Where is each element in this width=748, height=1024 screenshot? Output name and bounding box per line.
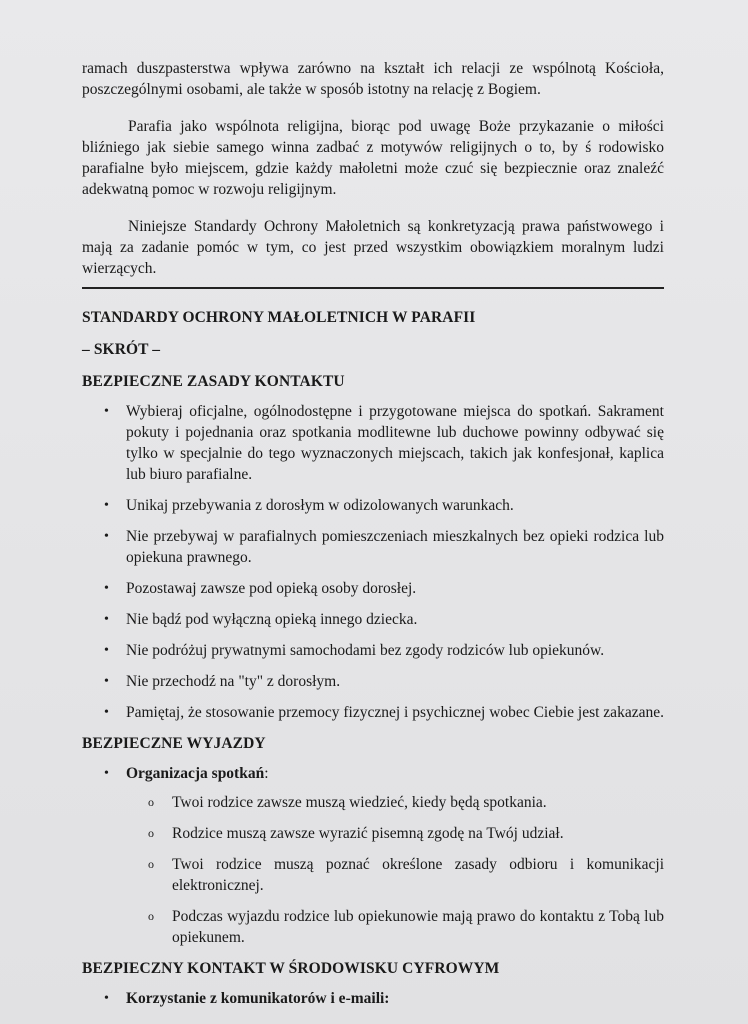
sub-list-item — [126, 854, 664, 896]
circle-bullet-icon: o — [148, 909, 154, 923]
list-item-label: Organizacja spotkań — [126, 765, 265, 782]
bullet-icon: • — [104, 404, 109, 419]
document-title: STANDARDY OCHRONY MAŁOLETNICH W PARAFII — [82, 309, 476, 326]
list-item — [82, 640, 664, 661]
section-heading-digital-contact: BEZPIECZNY KONTAKT W ŚRODOWISKU CYFROWYM — [82, 960, 500, 977]
list-item — [82, 671, 664, 692]
bullet-icon: • — [104, 612, 109, 627]
safe-trips-list — [82, 763, 664, 948]
sub-list-item-text: Twoi rodzice zawsze muszą wiedzieć, kiedy będą spotkania. — [172, 794, 547, 811]
circle-bullet-icon: o — [148, 826, 154, 840]
bullet-icon: • — [104, 643, 109, 658]
bullet-icon: • — [104, 766, 109, 781]
intro-paragraph-continued: ramach duszpasterstwa wpływa zarówno na kształt ich relacji ze wspólnotą Kościoła, poszczególnymi osobami, ale także w sposób istotny na relację z Bogiem. — [82, 60, 664, 98]
sub-list-item — [126, 906, 664, 948]
list-item-label-suffix: : — [264, 765, 269, 782]
section-heading-safe-contact: BEZPIECZNE ZASADY KONTAKTU — [82, 373, 345, 390]
sub-list-item-text: Twoi rodzice muszą poznać określone zasady odbioru i komunikacji elektronicznej. — [172, 856, 664, 894]
list-item-text: Pamiętaj, że stosowanie przemocy fizycznej i psychicznej wobec Ciebie jest zakazane. — [126, 704, 664, 721]
intro-paragraph-parish: Parafia jako wspólnota religijna, biorąc pod uwagę Boże przykazanie o miłości bliźniego jak siebie samego winna zadbać z motywów religijnych o to, by ś rodowisko parafialne było miejscem, gdzie każdy małoletni może czuć się bezpiecznie oraz znaleźć adekwatną pomoc w rozwoju religijnym. — [82, 118, 664, 198]
bullet-icon: • — [104, 674, 109, 689]
section-divider — [82, 287, 664, 289]
sub-list-item — [126, 823, 664, 844]
list-item-text: Nie przebywaj w parafialnych pomieszczeniach mieszkalnych bez opieki rodzica lub opiekuna prawnego. — [126, 528, 664, 566]
document-subtitle: – SKRÓT – — [82, 341, 161, 358]
bullet-icon: • — [104, 529, 109, 544]
list-item-text: Pozostawaj zawsze pod opieką osoby dorosłej. — [126, 580, 417, 597]
list-item-label: Korzystanie z komunikatorów i e-maili: — [126, 990, 390, 1007]
list-item — [82, 401, 664, 485]
list-item — [82, 578, 664, 599]
list-item — [82, 495, 664, 516]
sub-list-item-text: Podczas wyjazdu rodzice lub opiekunowie mają prawo do kontaktu z Tobą lub opiekunem. — [172, 908, 664, 946]
section-heading-safe-trips: BEZPIECZNE WYJAZDY — [82, 735, 266, 752]
list-item — [82, 609, 664, 630]
safe-contact-list — [82, 401, 664, 723]
list-item-text: Nie przechodź na "ty" z dorosłym. — [126, 673, 341, 690]
circle-bullet-icon: o — [148, 857, 154, 871]
meeting-organization-sublist — [126, 792, 664, 948]
bullet-icon: • — [104, 581, 109, 596]
sub-list-item — [126, 792, 664, 813]
intro-paragraph-standards: Niniejsze Standardy Ochrony Małoletnich są konkretyzacją prawa państwowego i mają za zadanie pomóc w tym, co jest przed wszystkim obowiązkiem moralnym ludzi wierzących. — [82, 218, 664, 277]
bullet-icon: • — [104, 498, 109, 513]
list-item — [82, 526, 664, 568]
list-item-text: Wybieraj oficjalne, ogólnodostępne i przygotowane miejsca do spotkań. Sakrament pokuty i pojednania oraz spotkania modlitewne lub duchowe powinny odbywać się tylko w specjalnie do tego wyznaczonych miejscach, takich jak konfesjonał, kaplica lub biuro parafialne. — [126, 403, 664, 483]
list-item-text: Nie podróżuj prywatnymi samochodami bez zgody rodziców lub opiekunów. — [126, 642, 605, 659]
list-item — [82, 763, 664, 948]
list-item — [82, 988, 664, 1009]
list-item — [82, 702, 664, 723]
list-item-text: Unikaj przebywania z dorosłym w odizolowanych warunkach. — [126, 497, 514, 514]
circle-bullet-icon: o — [148, 795, 154, 809]
sub-list-item-text: Rodzice muszą zawsze wyrazić pisemną zgodę na Twój udział. — [172, 825, 564, 842]
list-item-text: Nie bądź pod wyłączną opieką innego dziecka. — [126, 611, 418, 628]
digital-contact-list — [82, 988, 664, 1009]
bullet-icon: • — [104, 991, 109, 1006]
bullet-icon: • — [104, 705, 109, 720]
